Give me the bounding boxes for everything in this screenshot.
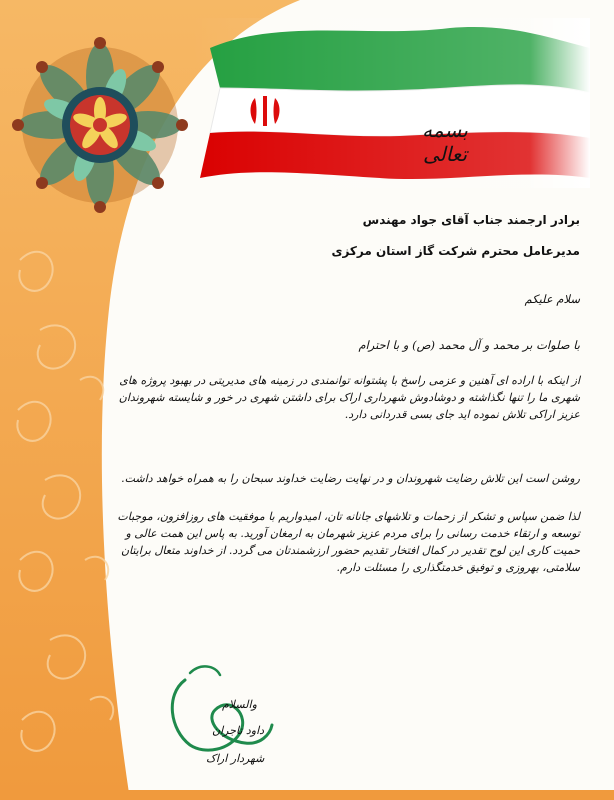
addressee-line-1: برادر ارجمند جناب آقای جواد مهندس (362, 213, 580, 227)
paragraph-satisfaction: روشن است این تلاش رضایت شهروندان و در نهایت رضایت خداوند سبحان را به همراه خواهد داشت. (121, 472, 580, 485)
iran-flag-image (190, 18, 590, 188)
closing-vasalam: والسلام (222, 698, 257, 711)
salavat-line: با صلوات بر محمد و آل محمد (ص) و با احترام (358, 338, 580, 352)
greeting: سلام علیکم (524, 292, 580, 306)
addressee-line-2: مدیرعامل محترم شرکت گاز استان مرکزی (331, 244, 580, 258)
paragraph-thanks: لذا ضمن سپاس و تشکر از زحمات و تلاشهای جانانه تان، امیدواریم با موفقیت های روزافزون، موجبات توسعه و ارتقاء خدمت رسانی را برای مردم عزیز شهرمان به ارمغان آورید. به پاس این همت عالی و حمیت کاری این لوح تقدیر در کمال افتخار تقدیم حضور ارزشمندتان می گردد. از خداوند متعال برایتان سلامتی، بهروزی و توفیق خدمتگذاری را مسئلت دارم. (117, 510, 580, 574)
signer-title: شهردار اراک (206, 752, 265, 765)
rosette-ornament-icon (10, 30, 190, 220)
signer-name: داود تاجران (212, 724, 265, 737)
bismillah-heading: بسمه تعالی (422, 118, 468, 166)
paragraph-appreciation: از اینکه با اراده ای آهنین و عزمی راسخ با پشتوانه توانمندی در زمینه های مدیریتی در بهبود پروژه های شهری ما را تنها نگذاشته و دوشادوش شهرداری اراک برای داشتن شهری در خور و شایسته شهروندان عزیز اراکی تلاش نموده اید جای بسی قدردانی دارد. (118, 374, 580, 421)
